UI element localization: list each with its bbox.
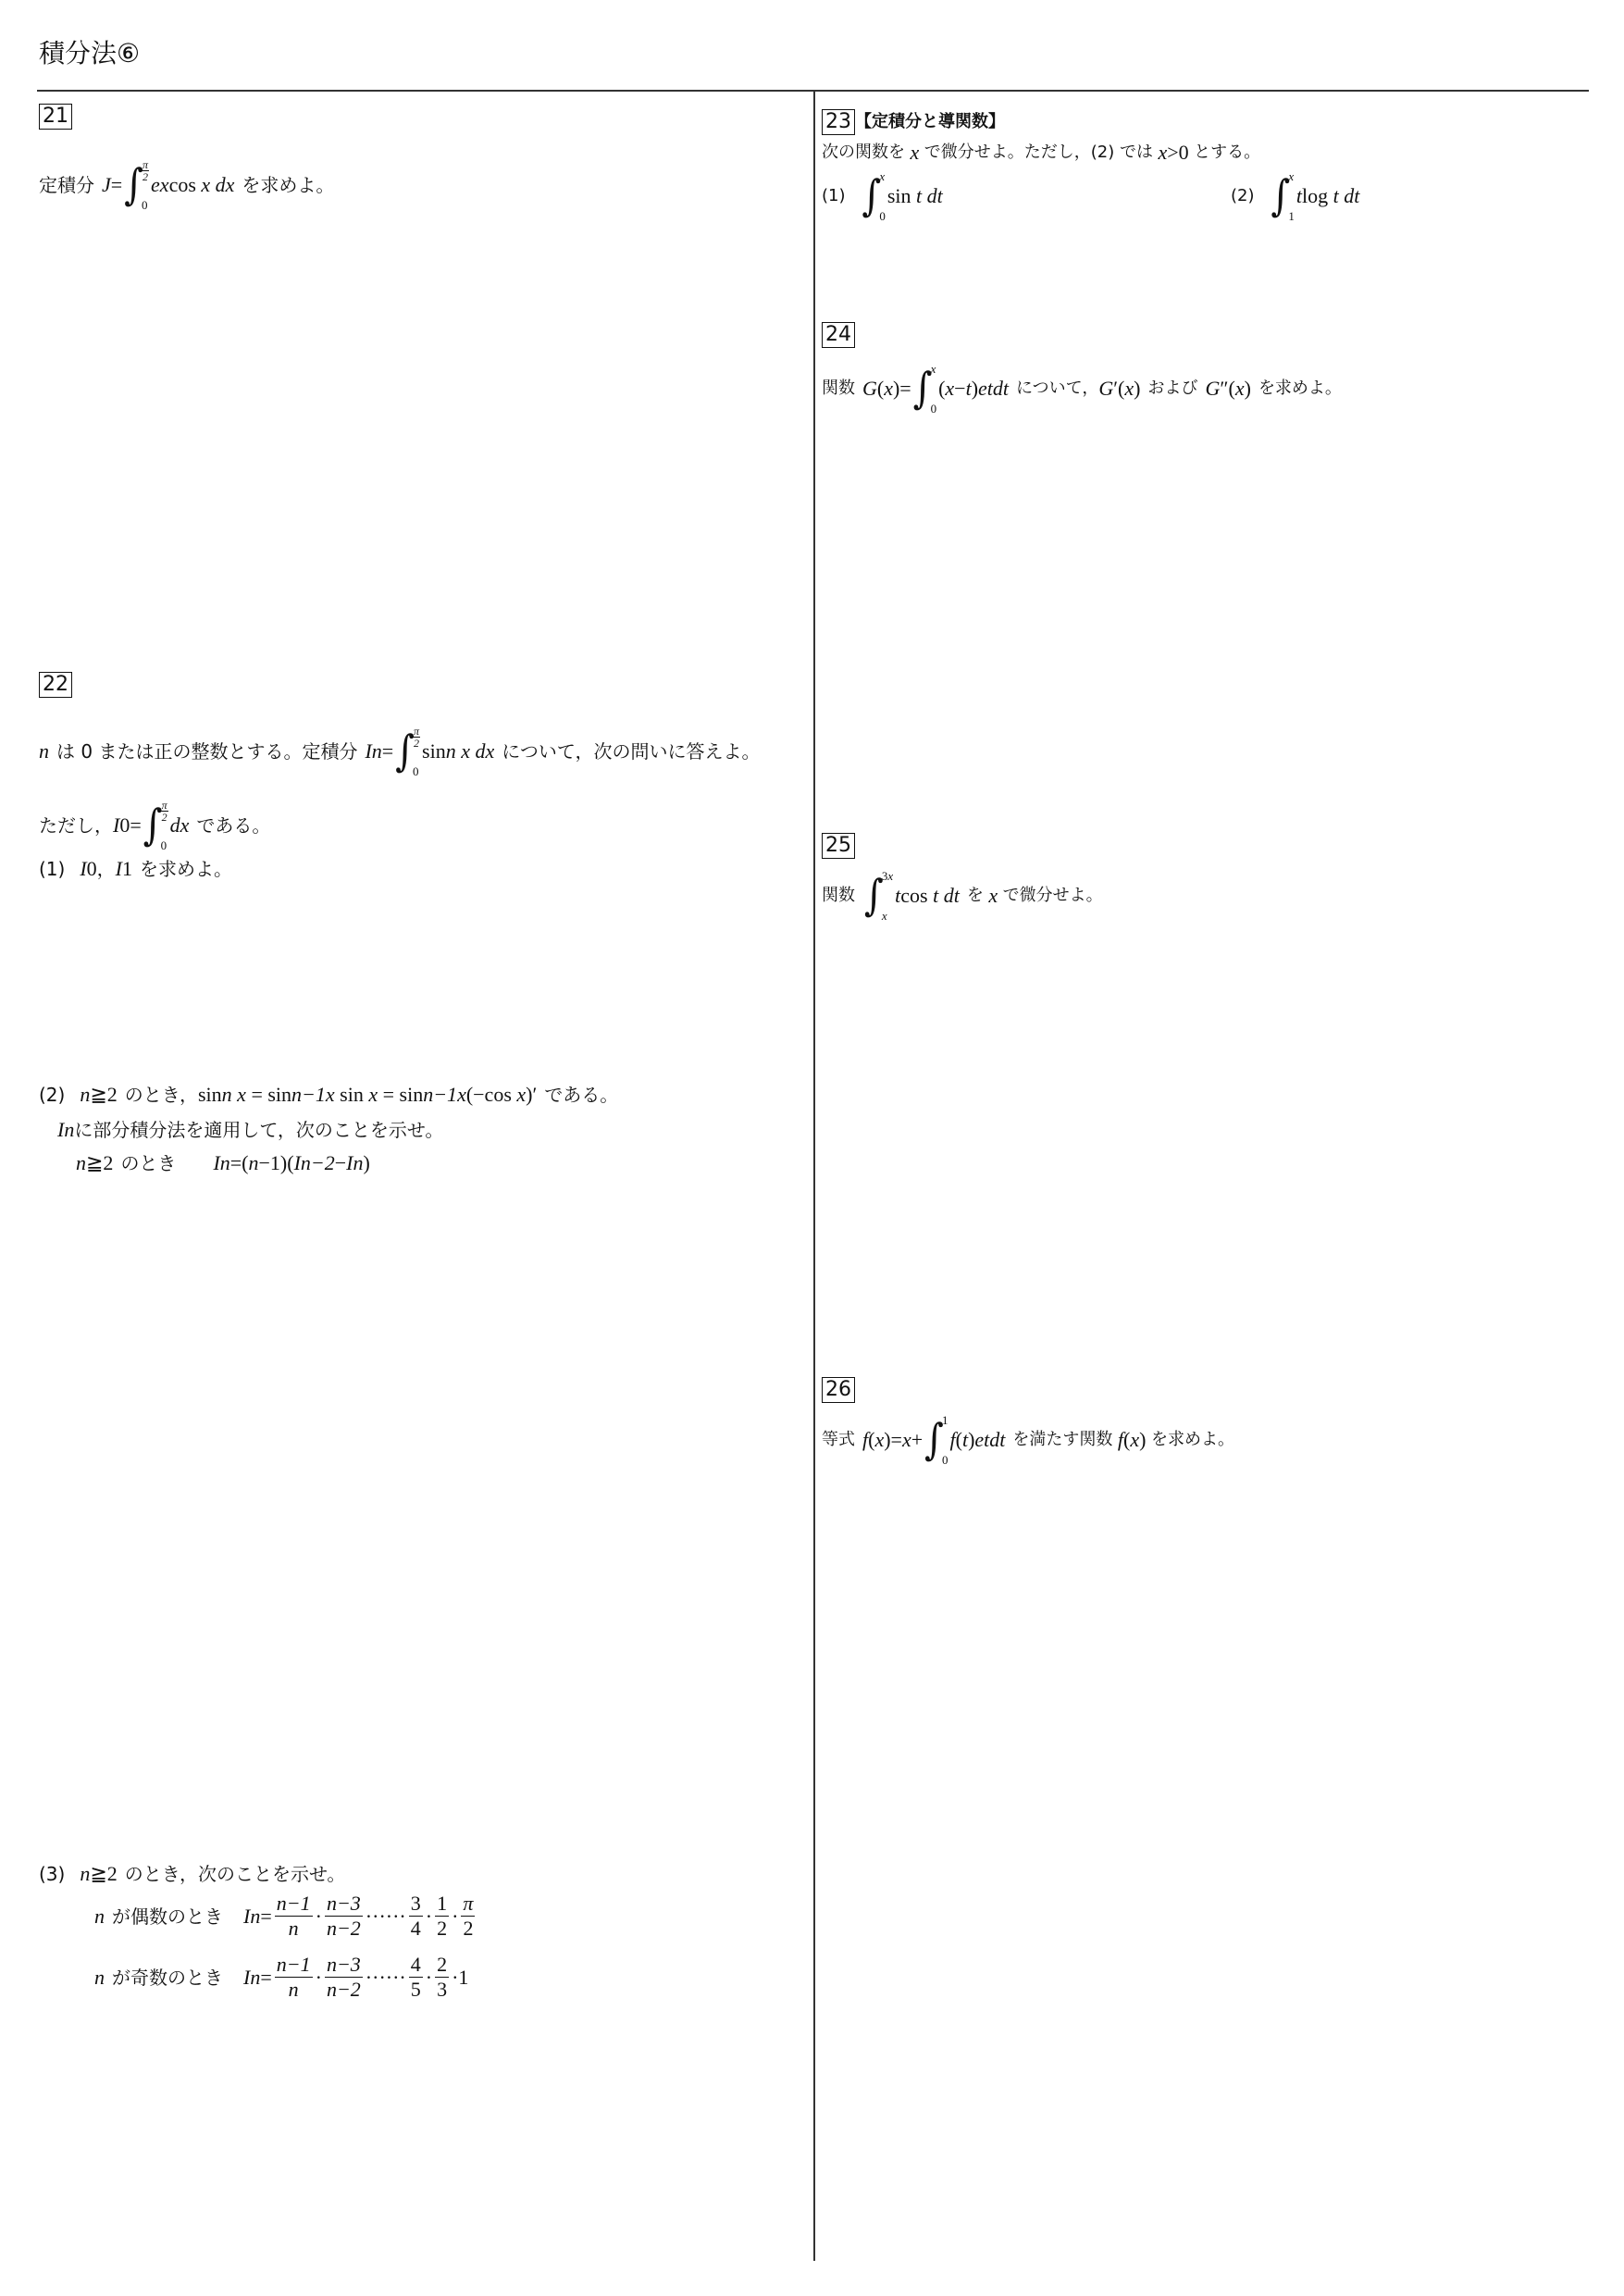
problem-22-q3-even: n が偶数のとき I n = $\frac{n-1}{n}$ · $\frac{n-3}{n-2}$ ······ $\frac{3}{4}$ · $\frac{1}{2}$ · $\frac{\pi}{2}$ [94,1892,474,1940]
problem-26-number: 26 [822,1377,855,1403]
integral-sign: ∫ π 2 0 [395,725,420,778]
problem-22-intro: n は 0 または正の整数とする。定積分 I n = ∫ π 2 0 sin n x dx について，次の問いに答えよ。 [39,725,761,778]
problem-21-text-b: を求めよ。 [242,174,335,196]
problem-24-text-a: 関数 [822,379,855,398]
problem-21-number: 21 [39,104,72,130]
problem-22-q2-line2: I n に部分積分法を適用して，次のことを示せ。 [57,1118,444,1141]
integral-sign: ∫ π 2 0 [124,158,149,212]
integral-sign: ∫ 3x x [864,869,894,923]
integral-sign: ∫ x 0 [862,169,886,223]
problem-22-note: ただし， I 0 = ∫ π 2 0 dx である。 [39,799,271,852]
problem-22-q2: (2) n ≧2 のとき， sin n x = sin n−1 x sin x = sin n−1 x (−cos x ) ′ である。 [39,1083,619,1106]
problem-23-number: 23 [822,109,855,135]
problem-24-text-d: を求めよ。 [1258,379,1342,398]
problem-22-q3-odd: n が奇数のとき I n = $\frac{n-1}{n}$ · $\frac{n-3}{n-2}$ ······ $\frac{4}{5}$ · $\frac{2}{3}$ ·1 [94,1953,469,2001]
problem-25-text-b: を [966,886,984,905]
problem-22-q3-even-label: が偶数のとき [112,1905,223,1928]
problem-24-statement: 関数 G ( x )= ∫ x 0 ( x − t ) e t dt について， G ′ ( x ) および G ″ ( x ) を求めよ。 [822,362,1342,416]
problem-22-number: 22 [39,672,72,698]
problem-25-number: 25 [822,833,855,859]
problem-24-number: 24 [822,322,855,348]
problem-25-text-c: で微分せよ。 [1002,886,1103,905]
problem-22-intro-b: について，次の問いに答えよ。 [502,740,761,763]
problem-22-q2-a: のとき， [124,1084,198,1106]
problem-22-q3-label: (3) [39,1863,66,1885]
problem-22-q2-label: (2) [39,1084,66,1106]
problem-24-text-b: について， [1016,379,1099,398]
problem-22-note-b: である。 [196,814,271,837]
column-divider [813,91,815,2261]
integral-sign: ∫ x 1 [1271,169,1295,223]
integral-sign: ∫ π 2 0 [143,799,167,852]
problem-21-statement: 定積分 J = ∫ π 2 0 e x cos x dx を求めよ。 [39,158,335,212]
problem-21-text-a: 定積分 [39,174,94,196]
problem-22-q1: (1) I 0 ， I 1 を求めよ。 [39,857,232,880]
problem-23-q1: (1) ∫ x 0 sin t dt [822,169,943,223]
problem-23-instruction: 次の関数を x で微分せよ。ただし，(2) では x >0 とする。 [822,141,1261,164]
integral-sign: ∫ x 0 [912,362,937,416]
problem-23-q2-label: (2) [1231,186,1255,205]
problem-23-instr-b: で微分せよ。ただし，(2) では [924,143,1153,162]
problem-22-q1-text: を求めよ。 [140,858,232,880]
problem-22-q2-b: である。 [544,1084,619,1106]
problem-23-q1-label: (1) [822,186,846,205]
problem-26-text-a: 等式 [822,1430,855,1449]
problem-22-q2-line2-text: に部分積分法を適用して，次のことを示せ。 [74,1119,444,1141]
problem-23-header [822,109,1005,135]
problem-22-q2-line3-text: のとき [120,1152,177,1174]
problem-26-statement: 等式 f ( x )= x + ∫ 1 0 f ( t ) e t dt を満たす関数 f ( x ) を求めよ。 [822,1413,1234,1467]
problem-25-text-a: 関数 [822,886,855,905]
problem-25-statement: 関数 ∫ 3x x t cos t dt を x で微分せよ。 [822,869,1103,923]
math-J: J [102,173,111,196]
problem-26-text-b: を満たす関数 [1012,1430,1113,1449]
problem-22-q3-text: のとき，次のことを示せ。 [124,1863,346,1885]
problem-23-instr-c: とする。 [1194,143,1261,162]
problem-26-text-c: を求めよ。 [1150,1430,1234,1449]
problem-22-q3: (3) n ≧2 のとき，次のことを示せ。 [39,1862,346,1885]
page-title: 積分法⑥ [39,38,141,68]
problem-22-note-a: ただし， [39,814,113,837]
problem-23-heading: 【定積分と導関数】 [855,112,1005,131]
problem-23-q2: (2) ∫ x 1 t log t dt [1231,169,1360,223]
problem-22-q3-odd-label: が奇数のとき [112,1966,223,1989]
problem-24-text-c: および [1147,379,1198,398]
problem-22-q1-label: (1) [39,858,66,880]
problem-22-q2-line3: n ≧2 のとき I n =( n −1)( I n−2 − I n ) [76,1151,370,1174]
problem-23-instr-a: 次の関数を [822,143,905,162]
integral-sign: ∫ 1 0 [924,1413,948,1467]
problem-22-intro-a: は 0 または正の整数とする。定積分 [56,740,358,763]
